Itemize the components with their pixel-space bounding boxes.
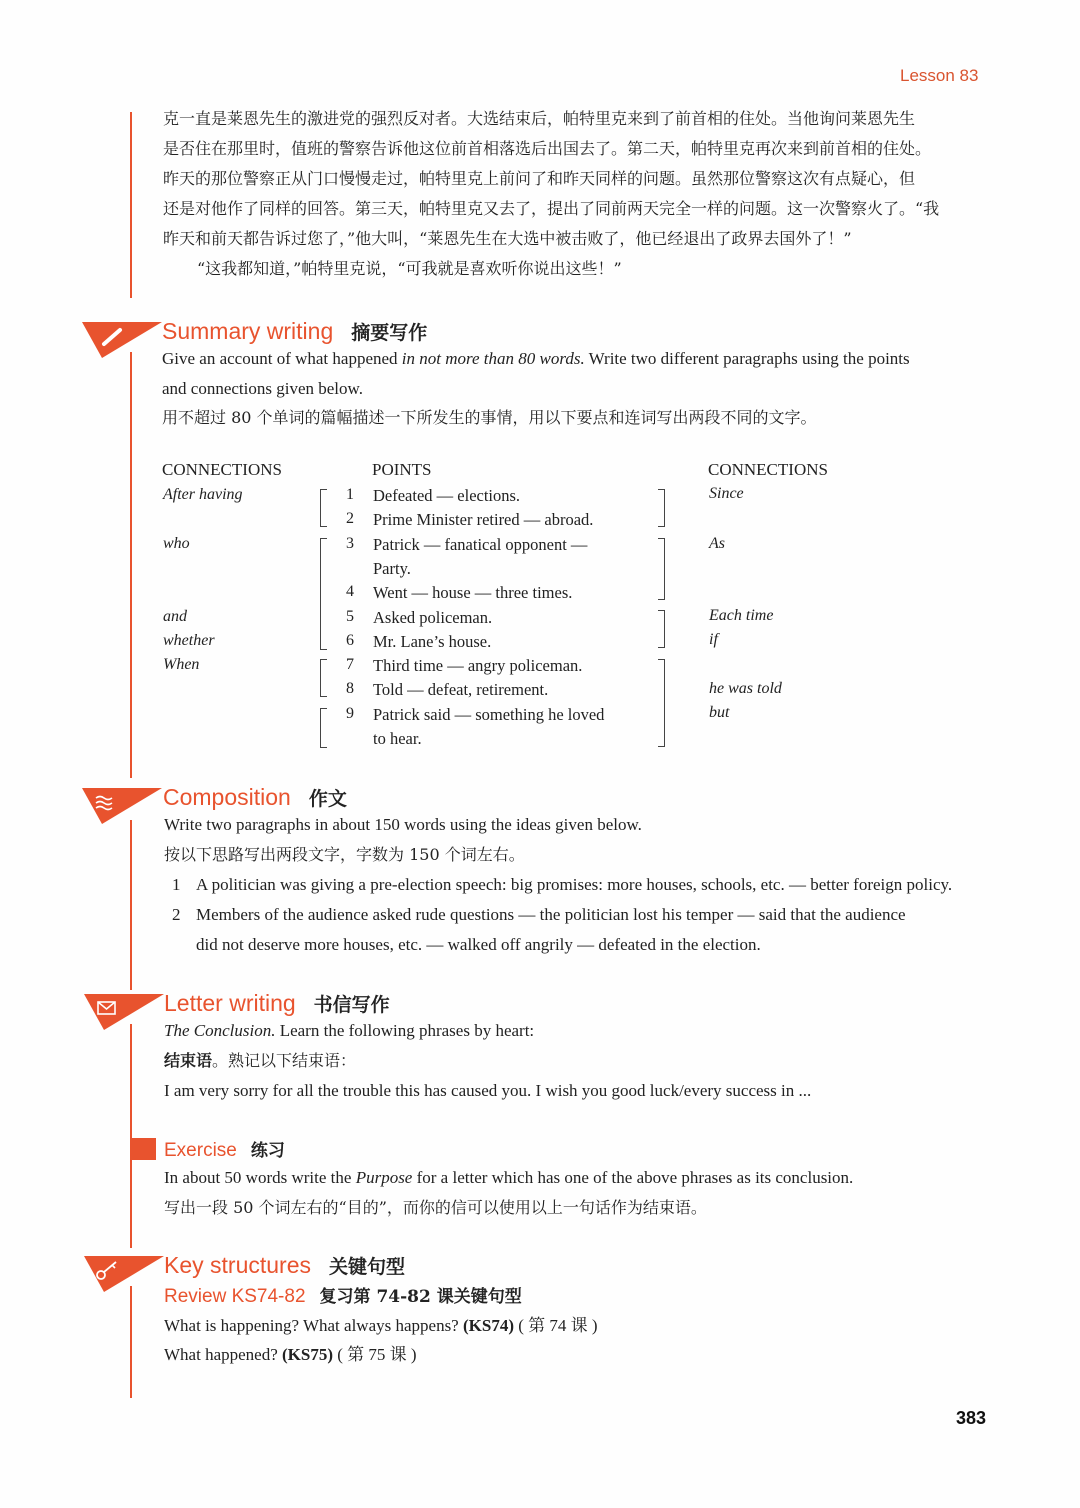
instr-italic: Purpose	[355, 1168, 413, 1187]
exercise-instructions	[164, 1163, 853, 1193]
ks-zh: ( 第 75 课 )	[333, 1345, 417, 1364]
connection-word: Each time	[709, 607, 774, 624]
col-points: POINTS	[372, 460, 432, 479]
ks-question: What happened?	[164, 1345, 282, 1364]
point-text: Patrick said — something he loved	[373, 705, 605, 724]
composition-heading	[163, 784, 347, 811]
review-heading	[164, 1282, 522, 1308]
composition-item	[172, 900, 992, 930]
key-icon	[84, 1252, 164, 1296]
review-title-zh: 复习第 74-82 课关键句型	[319, 1287, 522, 1307]
col-connections-right: CONNECTIONS	[708, 460, 828, 479]
bracket	[320, 708, 327, 748]
instr-text: In about 50 words write the	[164, 1168, 356, 1187]
composition-title-en: Composition	[163, 784, 291, 810]
story-line: 是否住在那里时，值班的警察告诉他这位前首相落选后出国去了。第二天，帕特里克再次来到前首相的住处。	[163, 139, 932, 158]
connection-word: if	[709, 631, 718, 648]
instr-text: Give an account of what happened	[162, 349, 402, 368]
point-text: Asked policeman.	[373, 608, 493, 627]
point-text: Patrick — fanatical opponent —	[373, 535, 588, 554]
lesson-header: Lesson 83	[900, 66, 979, 85]
point-number: 8	[346, 680, 354, 697]
wave-icon	[82, 784, 162, 828]
item-number: 2	[172, 905, 181, 924]
key-title-zh: 关键句型	[329, 1256, 406, 1278]
letter-instructions	[164, 1016, 534, 1046]
bracket	[320, 538, 327, 650]
point-number: 1	[346, 486, 354, 503]
connection-word: he was told	[709, 680, 782, 697]
instr-italic: in not more than 80 words.	[401, 349, 585, 368]
letter-title-en: Letter writing	[164, 990, 296, 1016]
key-heading	[164, 1252, 405, 1279]
point-number: 9	[346, 705, 354, 722]
connection-word: As	[709, 535, 725, 552]
instr-text: 。熟记以下结束语：	[212, 1051, 357, 1070]
item-text: Members of the audience asked rude questions — the politician lost his temper — said that the audience	[196, 905, 906, 924]
summary-instructions-zh: 用不超过 80 个单词的篇幅描述一下所发生的事情，用以下要点和连词写出两段不同的文字。	[162, 408, 817, 427]
summary-heading	[162, 318, 427, 345]
exercise-instructions-zh: 写出一段 50 个词左右的“目的”，而你的信可以使用以上一句话作为结束语。	[164, 1198, 707, 1217]
key-title-en: Key structures	[164, 1252, 311, 1278]
summary-instructions	[162, 344, 992, 404]
instr-text: for a letter which has one of the above phrases as its conclusion.	[412, 1168, 854, 1187]
point-text: Third time — angry policeman.	[373, 656, 583, 675]
story-line: 克一直是莱恩先生的激进党的强烈反对者。大选结束后，帕特里克来到了前首相的住处。当他询问莱恩先生	[163, 109, 916, 128]
composition-item-cont: did not deserve more houses, etc. — walked off angrily — defeated in the election.	[196, 935, 761, 954]
margin-line	[130, 1286, 132, 1398]
instr-text: and connections given below.	[162, 379, 363, 398]
connection-word: When	[163, 656, 200, 673]
story-line: 昨天的那位警察正从门口慢慢走过，帕特里克上前问了和昨天同样的问题。虽然那位警察这次有点疑心，但	[163, 169, 916, 188]
summary-title-en: Summary writing	[162, 318, 334, 344]
ks-question: What is happening? What always happens?	[164, 1316, 463, 1335]
key-structure-line	[164, 1311, 598, 1341]
point-text: Told — defeat, retirement.	[373, 680, 549, 699]
summary-title-zh: 摘要写作	[351, 322, 428, 344]
connection-word: Since	[709, 485, 744, 502]
connection-word: but	[709, 704, 730, 721]
bracket	[658, 489, 665, 527]
bracket	[658, 659, 665, 747]
exercise-heading	[164, 1136, 285, 1162]
point-number: 5	[346, 608, 354, 625]
ks-zh: ( 第 74 课 )	[513, 1316, 598, 1335]
bracket	[658, 538, 665, 600]
connection-word: and	[163, 608, 187, 625]
point-number: 4	[346, 583, 354, 600]
letter-phrase: I am very sorry for all the trouble this has caused you. I wish you good luck/every success in ...	[164, 1081, 812, 1100]
connection-word: who	[163, 535, 190, 552]
point-text: Mr. Lane’s house.	[373, 632, 492, 651]
margin-line	[130, 352, 132, 778]
bracket	[658, 610, 665, 648]
page-number: 383	[956, 1408, 987, 1428]
point-text: Went — house — three times.	[373, 583, 573, 602]
item-number: 1	[172, 875, 181, 894]
story-line: “这我都知道，”帕特里克说，“可我就是喜欢听你说出这些！”	[197, 259, 622, 278]
exercise-title-zh: 练习	[250, 1141, 285, 1161]
composition-item	[172, 870, 992, 900]
col-connections-left: CONNECTIONS	[162, 460, 282, 479]
exercise-title-en: Exercise	[164, 1140, 237, 1161]
instr-bold: 结束语	[164, 1051, 213, 1070]
review-title-en: Review KS74-82	[164, 1286, 306, 1307]
bracket	[320, 659, 327, 697]
point-text: Prime Minister retired — abroad.	[373, 510, 594, 529]
point-text: Party.	[373, 559, 411, 578]
envelope-icon	[84, 990, 164, 1034]
composition-title-zh: 作文	[308, 788, 347, 810]
instr-text: Learn the following phrases by heart:	[275, 1021, 535, 1040]
margin-line	[130, 820, 132, 990]
connection-word: After having	[163, 486, 243, 503]
composition-instructions: Write two paragraphs in about 150 words using the ideas given below.	[164, 815, 642, 834]
ks-code: (KS74)	[462, 1316, 514, 1335]
item-text: A politician was giving a pre-election speech: big promises: more houses, schools, etc. — better foreign policy.	[196, 875, 953, 894]
ks-code: (KS75)	[282, 1345, 333, 1364]
letter-instructions-zh	[164, 1046, 356, 1076]
letter-heading	[164, 990, 390, 1017]
bracket	[320, 489, 327, 527]
point-number: 6	[346, 632, 354, 649]
point-number: 2	[346, 510, 354, 527]
exercise-marker	[130, 1138, 156, 1160]
margin-line	[130, 112, 132, 298]
point-number: 3	[346, 535, 354, 552]
instr-text: Write two different paragraphs using the points	[584, 349, 910, 368]
composition-instructions-zh: 按以下思路写出两段文字，字数为 150 个词左右。	[164, 845, 525, 864]
story-translation	[163, 104, 993, 284]
pencil-icon	[82, 318, 162, 362]
story-line: 昨天和前天都告诉过您了，”他大叫，“莱恩先生在大选中被击败了，他已经退出了政界去国外了！”	[163, 229, 852, 248]
point-text: to hear.	[373, 729, 422, 748]
point-text: Defeated — elections.	[373, 486, 521, 505]
letter-title-zh: 书信写作	[313, 994, 390, 1016]
instr-italic: The Conclusion.	[164, 1021, 276, 1040]
point-number: 7	[346, 656, 354, 673]
margin-line	[130, 1024, 132, 1248]
story-line: 还是对他作了同样的回答。第三天，帕特里克又去了，提出了同前两天完全一样的问题。这一次警察火了。“我	[163, 199, 940, 218]
connection-word: whether	[163, 632, 215, 649]
key-structure-line	[164, 1340, 417, 1370]
